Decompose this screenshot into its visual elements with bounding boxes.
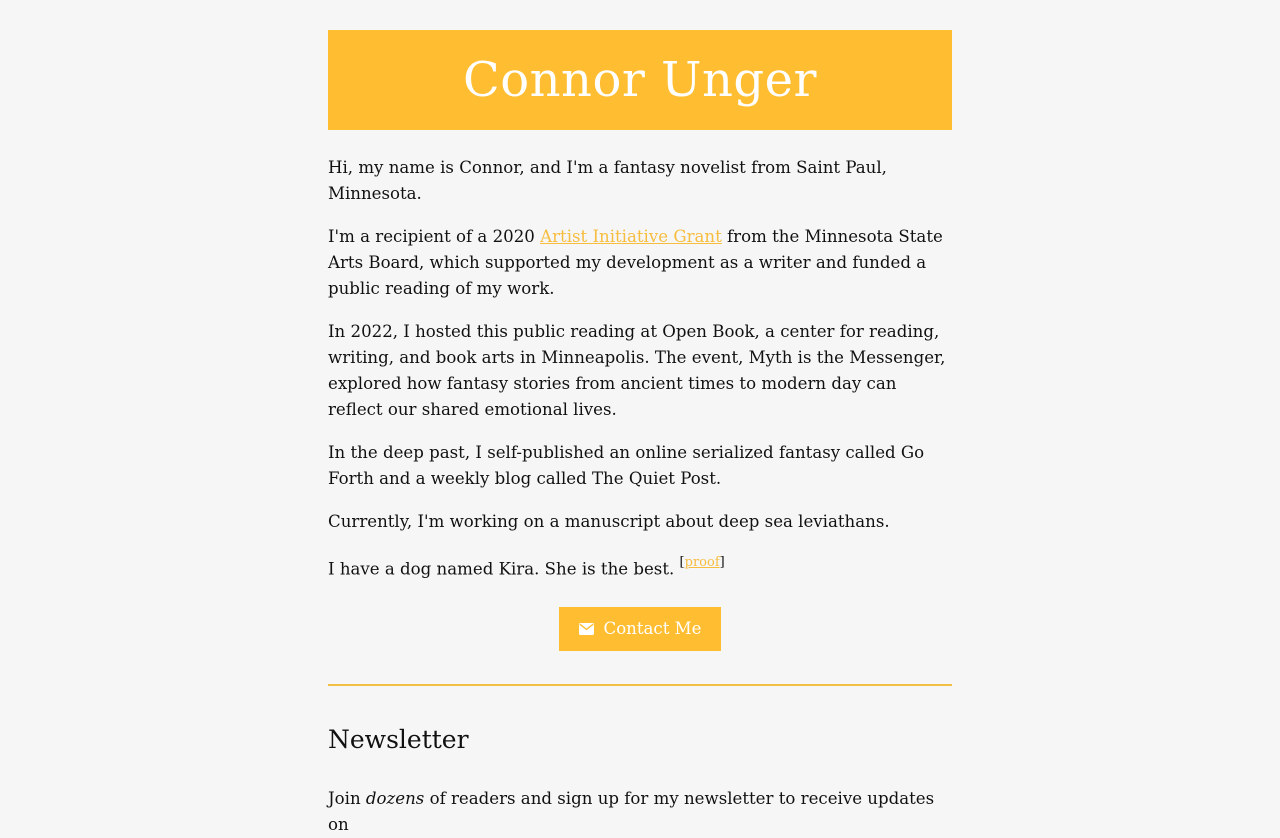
artist-initiative-grant-link[interactable]: Artist Initiative Grant [540,227,722,246]
envelope-icon [579,623,594,635]
newsletter-emphasis: dozens [365,788,425,808]
bio-section [328,155,952,583]
proof-citation: [proof] [679,555,725,570]
contact-me-label: Contact Me [603,619,702,639]
contact-wrapper [328,607,952,651]
bio-paragraph-grant [328,224,952,302]
newsletter-section [328,724,952,838]
grant-text-after: from the Minnesota State Arts Board, which supported my development as a writer and funded a public reading of my work. [328,227,943,298]
site-title: Connor Unger [463,52,817,108]
bio-paragraph-past: In the deep past, I self-published an online serialized fantasy called Go Forth and a weekly blog called The Quiet Post. [328,443,925,488]
bio-paragraph-reading: In 2022, I hosted this public reading at Open Book, a center for reading, writing, and book arts in Minneapolis. The event, Myth is the Messenger, explored how fantasy stories from ancient times to modern day can reflect our shared emotional lives. [328,322,946,419]
newsletter-description: Join dozens of readers and sign up for my newsletter to receive updates on [328,788,935,834]
section-divider [328,684,952,686]
proof-link[interactable]: proof [684,555,720,570]
contact-me-button[interactable] [559,607,721,651]
page-container [328,30,952,838]
header-banner [328,30,952,130]
dog-text: I have a dog named Kira. She is the best. [328,559,680,579]
bio-paragraph-current: Currently, I'm working on a manuscript about deep sea leviathans. [328,512,890,531]
bio-paragraph-dog [328,552,952,583]
grant-text-before: I'm a recipient of a 2020 [328,227,541,246]
bio-paragraph-intro: Hi, my name is Connor, and I'm a fantasy novelist from Saint Paul, Minnesota. [328,158,887,203]
newsletter-heading: Newsletter [328,724,469,754]
